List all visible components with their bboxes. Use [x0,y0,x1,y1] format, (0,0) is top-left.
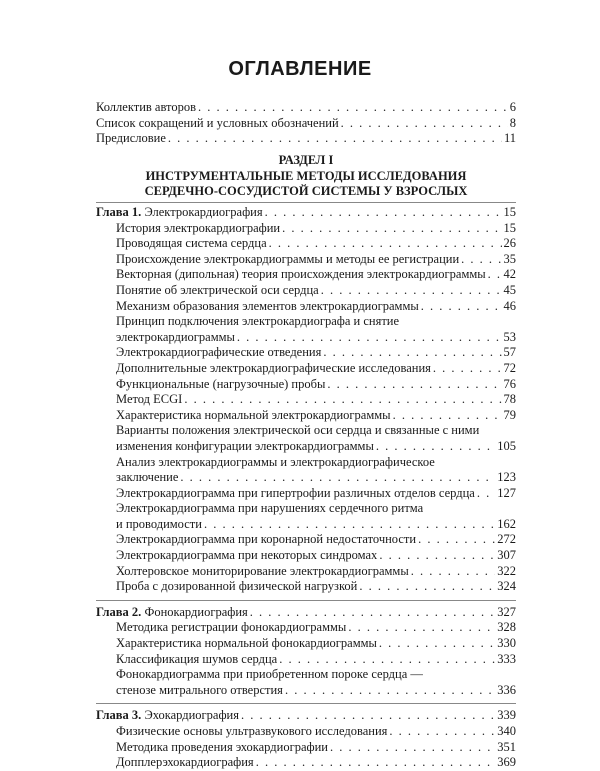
divider [96,600,516,601]
section-label: РАЗДЕЛ I [278,153,334,167]
toc-entry-continuation[interactable]: заключение . . . 123 [96,470,516,486]
toc-entry[interactable]: Варианты положения электрической оси сердца и связанные с ними [116,423,480,438]
section-title-line2: СЕРДЕЧНО-СОСУДИСТОЙ СИСТЕМЫ У ВЗРОСЛЫХ [144,184,468,198]
divider [96,202,516,203]
page-title: ОГЛАВЛЕНИЕ [228,58,372,80]
chapters-list [96,205,516,771]
divider [96,703,516,704]
toc-entry[interactable]: Проба с дозированной физической нагрузкой . . . 324 [96,579,516,595]
toc-entry[interactable]: Характеристика нормальной фонокардиограммы . . . 330 [96,636,516,652]
section-title-line1: ИНСТРУМЕНТАЛЬНЫЕ МЕТОДЫ ИССЛЕДОВАНИЯ [145,168,467,183]
toc-entry[interactable]: История электрокардиографии . . . 15 [96,221,516,237]
toc-entry[interactable]: Электрокардиограмма при гипертрофии различных отделов сердца . . . 127 [96,486,516,502]
toc-entry[interactable]: Проводящая система сердца . . . 26 [96,236,516,252]
toc-entry-continuation[interactable]: стенозе митрального отверстия . . . 336 [96,683,516,699]
toc-entry[interactable]: Электрокардиограмма при некоторых синдромах . . . 307 [96,548,516,564]
toc-entry[interactable]: Электрокардиограмма при нарушениях сердечного ритма [116,501,424,516]
toc-entry[interactable]: Электрокардиографические отведения . . . 57 [96,345,516,361]
toc-entry[interactable]: Метод ECGI . . . 78 [96,392,516,408]
chapter-entry[interactable]: Глава 2. Фонокардиография . . . 327 [96,605,516,621]
section-heading [96,153,516,200]
toc-entry[interactable]: Список сокращений и условных обозначений . . . 8 [96,116,516,132]
toc-entry[interactable]: Коллектив авторов . . . 6 [96,100,516,116]
toc-entry[interactable]: Механизм образования элементов электрокардиограммы . . . 46 [96,299,516,315]
front-matter [96,100,516,147]
toc-entry-continuation[interactable]: и проводимости . . . 162 [96,517,516,533]
toc-entry[interactable]: Принцип подключения электрокардиографа и снятие [116,314,400,329]
toc-entry[interactable]: Предисловие . . . 11 [96,131,516,147]
toc-entry[interactable]: Анализ электрокардиограммы и электрокардиографическое [116,454,435,469]
toc-entry[interactable]: Векторная (дипольная) теория происхождения электрокардиограммы . . . 42 [96,267,516,283]
chapter-entry[interactable]: Глава 1. Электрокардиография . . . 15 [96,205,516,221]
toc-entry[interactable]: Холтеровское мониторирование электрокардиограммы . . . 322 [96,564,516,580]
toc-entry-continuation[interactable]: изменения конфигурации электрокардиограммы . . . 105 [96,439,516,455]
toc-entry[interactable]: Методика проведения эхокардиографии . . . 351 [96,740,516,756]
toc-entry[interactable]: Понятие об электрической оси сердца . . . 45 [96,283,516,299]
toc-entry[interactable]: Фонокардиограмма при приобретенном пороке сердца — [116,667,423,682]
toc-entry-continuation[interactable]: электрокардиограммы . . . 53 [96,330,516,346]
toc-entry[interactable]: Допплерэхокардиография . . . 369 [96,755,516,771]
chapter-entry[interactable]: Глава 3. Эхокардиография . . . 339 [96,708,516,724]
toc-entry[interactable]: Классификация шумов сердца . . . 333 [96,652,516,668]
toc-entry[interactable]: Характеристика нормальной электрокардиограммы . . . 79 [96,408,516,424]
toc-entry[interactable]: Дополнительные электрокардиографические исследования . . . 72 [96,361,516,377]
toc-entry[interactable]: Методика регистрации фонокардиограммы . . . 328 [96,620,516,636]
toc-entry[interactable]: Функциональные (нагрузочные) пробы . . . 76 [96,377,516,393]
toc-entry[interactable]: Происхождение электрокардиограммы и методы ее регистрации . . . 35 [96,252,516,268]
toc-entry[interactable]: Физические основы ультразвукового исследования . . . 340 [96,724,516,740]
toc-entry[interactable]: Электрокардиограмма при коронарной недостаточности . . . 272 [96,532,516,548]
